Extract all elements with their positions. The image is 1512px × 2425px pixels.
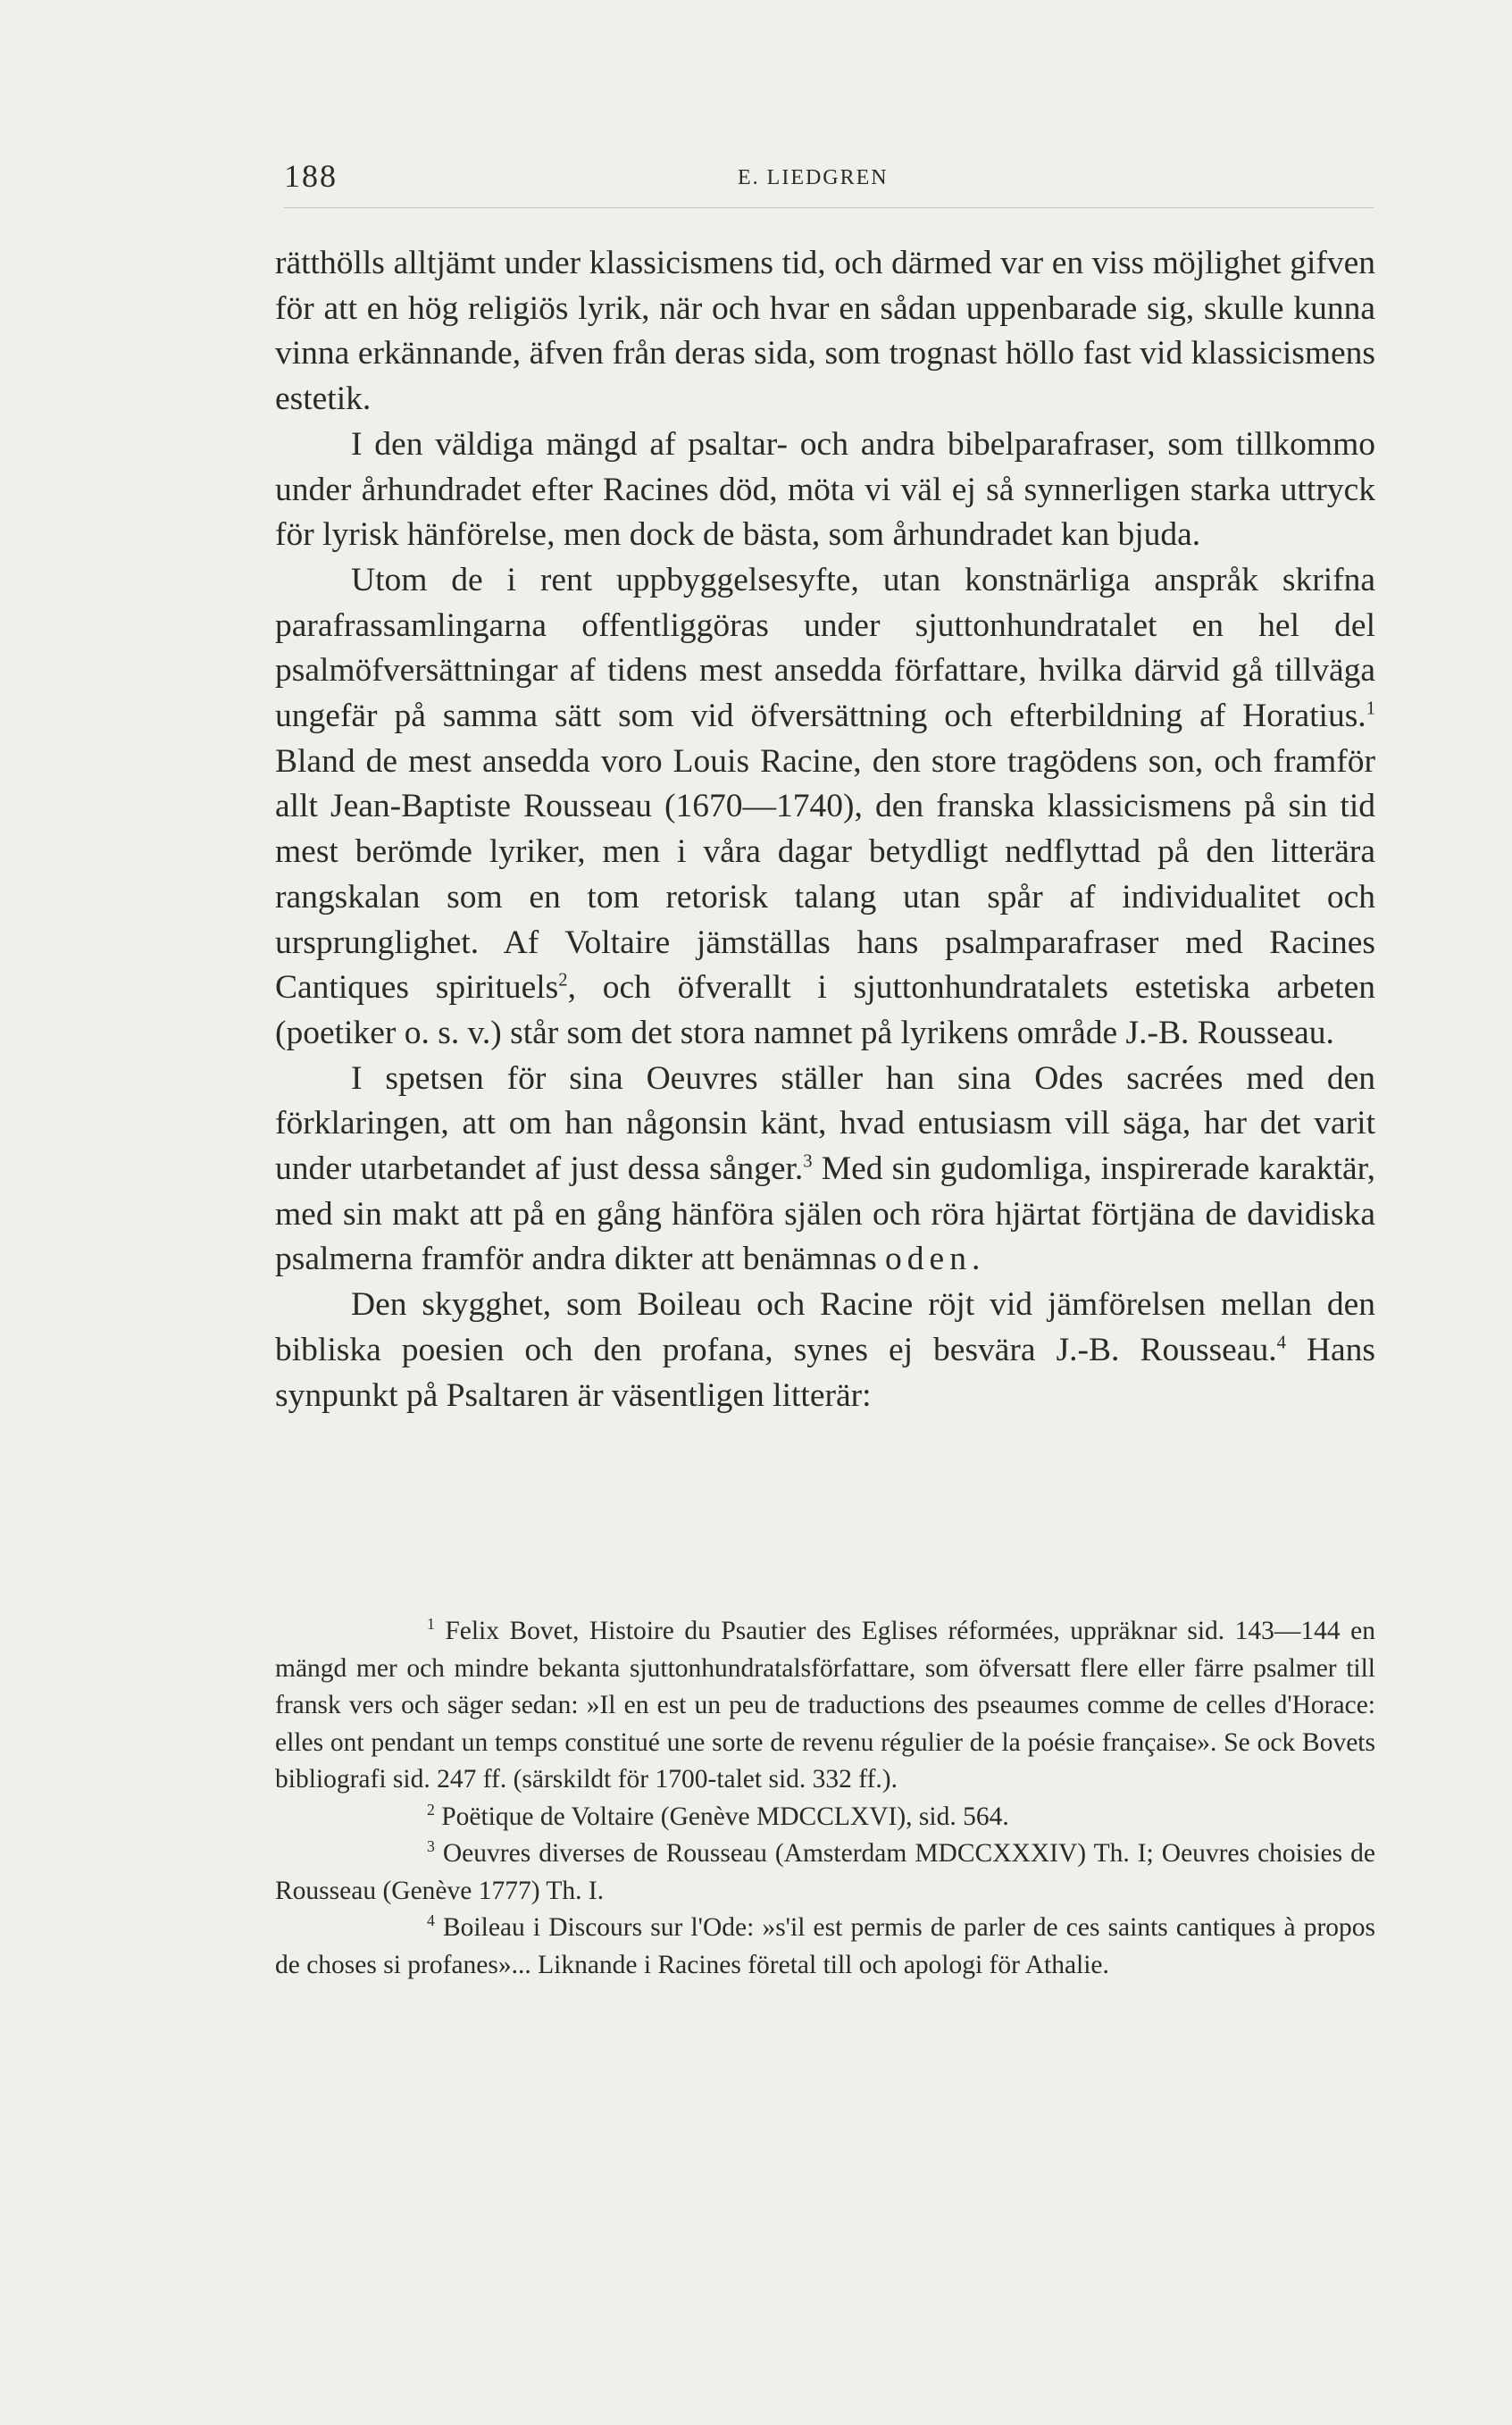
paragraph-2: I den väldiga mängd af psaltar- och andra bibelparafraser, som tillkommo under århundradet efter Racines död, möta vi väl ej så synnerligen starka uttryck för lyrisk hänförelse, men dock de bästa, som århundradet kan bjuda. (275, 425, 1375, 554)
paragraph-5 (275, 1283, 1375, 1418)
page-header (284, 157, 1374, 208)
paragraph-3 (275, 558, 1375, 1057)
paragraph-3-part-c: , och öfverallt i sjuttonhundratalets estetiska arbeten (poetiker o. s. v.) står som det stora namnet på lyrikens område J.-B. Rousseau. (275, 969, 1375, 1051)
paragraph-5-part-a: Den skygghet, som Boileau och Racine röjt vid jämförelsen mellan den bibliska poesien och den profana, synes ej besvära J.-B. Rousseau. (275, 1286, 1375, 1368)
spaced-word-oden: oden (885, 1241, 972, 1278)
footnote-2-text: Poëtique de Voltaire (Genève MDCCLXVI), sid. 564. (441, 1802, 1009, 1831)
footnotes (275, 1613, 1375, 1984)
footnote-4-text: Boileau i Discours sur l'Ode: »s'il est permis de parler de ces saints cantiques à propos de choses si profanes»... Liknande i Racines företal till och apologi för Athalie. (275, 1913, 1376, 1979)
paragraph-4-part-c: . (971, 1241, 981, 1278)
paragraph-5-part-b: Hans synpunkt på Psaltaren är väsentligen litterär: (275, 1331, 1375, 1414)
footnote-2: 2 Poëtique de Voltaire (Genève MDCCLXVI), sid. 564. (427, 1800, 1009, 1831)
page-number: 188 (284, 158, 338, 194)
paragraph-4-part-a: I spetsen för sina Oeuvres ställer han sina Odes sacrées med den förklaringen, att om han någonsin känt, hvad entusiasm vill säga, har det varit under utarbetandet af just dessa sånger. (275, 1059, 1375, 1188)
footnote-ref-2: 2 (558, 970, 568, 991)
footnote-1: 1 Felix Bovet, Histoire du Psautier des Eglises réformées, uppräknar sid. 143—144 en mängd mer och mindre bekanta sjuttonhundratalsförfattare, som öfversatt flere eller färre psalmer till fransk vers och säger sedan: »Il en est un peu de traductions des pseaumes comme de celles d'Horace: elles ont pendant un temps constitué une sorte de revenu régulier de la poésie française». Se ock Bovets bibliografi sid. 247 ff. (särskildt för 1700-talet sid. 332 ff.). (275, 1615, 1376, 1794)
paragraph-3-part-b: Bland de mest ansedda voro Louis Racine, den store tragödens son, och framför allt Jean-Baptiste Rousseau (1670—1740), den franska klassicismens på sin tid mest berömde lyriker, men i våra dagar betydligt nedflyttad på den litterära rangskalan som en tom retorisk talang utan spår af individualitet och ursprunglighet. Af Voltaire jämställas hans psalmparafraser med Racines Cantiques spirituels (275, 742, 1375, 1007)
footnote-3: 3 Oeuvres diverses de Rousseau (Amsterdam MDCCXXXIV) Th. I; Oeuvres choisies de Rousseau (Genève 1777) Th. I. (275, 1837, 1375, 1905)
paragraph-4 (275, 1057, 1375, 1284)
paragraph-1: rätthölls alltjämt under klassicismens tid, och därmed var en viss möjlighet gifven för att en hög religiös lyrik, när och hvar en sådan uppenbarade sig, skulle kunna vinna erkännande, äfven från deras sida, som trognast höllo fast vid klassicismens estetik. (275, 245, 1375, 418)
running-title: E. LIEDGREN (738, 166, 889, 189)
body-text (275, 241, 1375, 1418)
paragraph-3-part-a: Utom de i rent uppbyggelsesyfte, utan konstnärliga anspråk skrifna parafrassamlingarna offentliggöras under sjuttonhundratalet en hel del psalmöfversättningar af tidens mest ansedda författare, hvilka därvid gå tillväga ungefär på samma sätt som vid öfversättning och efterbildning af Horatius. (275, 561, 1375, 735)
paragraph-4-part-b: Med sin gudomliga, inspirerade karaktär, med sin makt att på en gång hänföra själen och röra hjärtat förtjäna de davidiska psalmerna framför andra dikter att benämnas (275, 1150, 1375, 1278)
footnote-ref-1: 1 (1366, 698, 1375, 719)
footnote-1-text: Felix Bovet, Histoire du Psautier des Eglises réformées, uppräknar sid. 143—144 en mängd mer och mindre bekanta sjuttonhundratalsförfattare, som öfversatt flere eller färre psalmer till fransk vers och säger sedan: »Il en est un peu de traductions des pseaumes comme de celles d'Horace: elles ont pendant un temps constitué une sorte de revenu régulier de la poésie française». Se ock Bovets bibliografi sid. 247 ff. (särskildt för 1700-talet sid. 332 ff.). (275, 1617, 1376, 1794)
footnote-ref-4: 4 (1276, 1333, 1286, 1353)
footnote-ref-3: 3 (803, 1151, 813, 1172)
footnote-4: 4 Boileau i Discours sur l'Ode: »s'il est permis de parler de ces saints cantiques à propos de choses si profanes»... Liknande i Racines företal till och apologi för Athalie. (275, 1911, 1376, 1979)
footnote-3-text: Oeuvres diverses de Rousseau (Amsterdam MDCCXXXIV) Th. I; Oeuvres choisies de Rousseau (Genève 1777) Th. I. (275, 1839, 1375, 1905)
